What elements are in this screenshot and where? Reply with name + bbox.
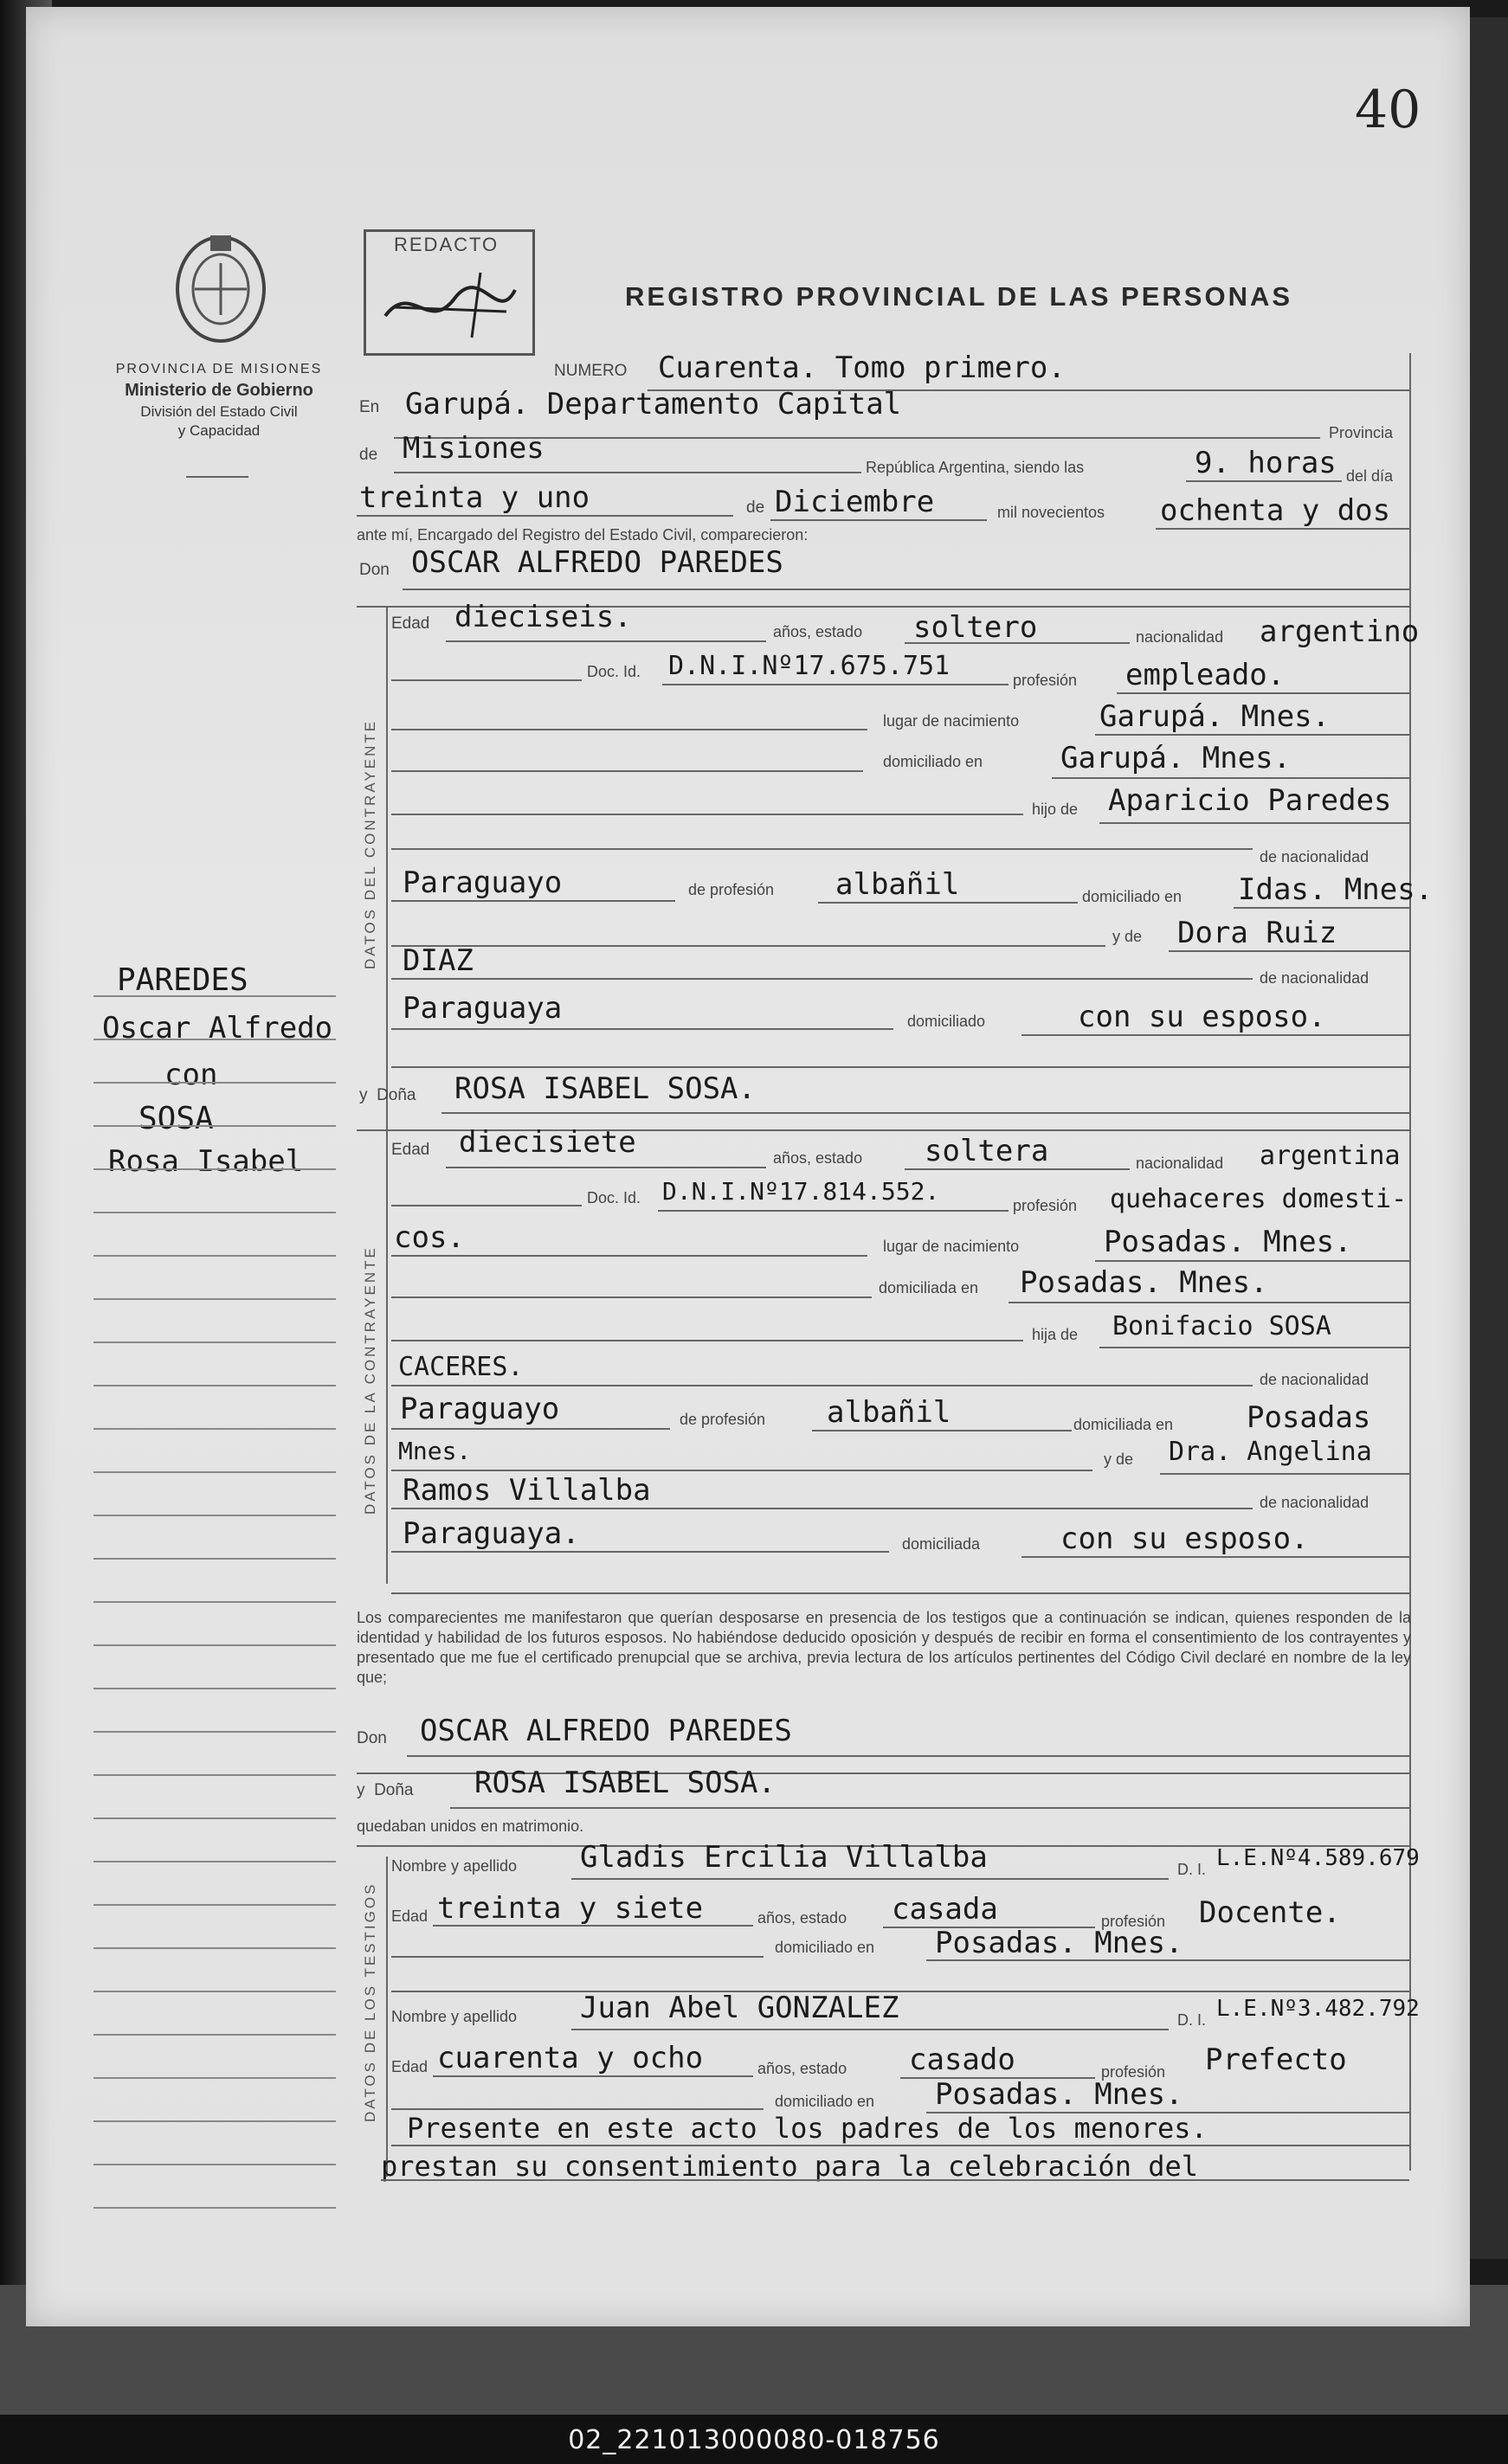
label-domiciliado-1b: domiciliado: [907, 1013, 986, 1030]
value-madre-dom-1: con su esposo.: [1078, 1000, 1326, 1034]
label-doc-2: Doc. Id.: [587, 1189, 641, 1206]
line-madre-nac-1: [391, 1028, 893, 1030]
line-anio: [1156, 528, 1409, 530]
value-domicilio-t2: Posadas. Mnes.: [935, 2077, 1183, 2112]
section-label-contrayente-2: DATOS DE LA CONTRAYENTE: [362, 1245, 378, 1515]
value-di-t2: L.E.Nº3.482.792: [1216, 1996, 1420, 2022]
value-estado-1: soltero: [913, 610, 1038, 645]
line-dom-pre-2: [391, 1296, 872, 1298]
label-domiciliada-2b: domiciliada: [902, 1535, 981, 1553]
label-estado-t1: años, estado: [757, 1909, 847, 1927]
line-lugar-2: [1095, 1260, 1409, 1262]
value-padre-dom-2: Posadas: [1247, 1400, 1371, 1435]
line-padre-dom-1: [1234, 907, 1409, 909]
value-padre-dom2-2: Mnes.: [398, 1437, 472, 1465]
ministry-province: PROVINCIA DE MISIONES: [115, 362, 323, 376]
line-hija-de: [1099, 1347, 1409, 1348]
line-provincia: [394, 472, 861, 473]
line-mes: [770, 519, 987, 521]
margin-surname-groom: PAREDES: [117, 962, 248, 998]
label-estado-1: años, estado: [773, 623, 863, 640]
value-madre-nac-2: Paraguaya.: [403, 1516, 580, 1551]
margin-rule: [93, 1255, 336, 1257]
value-nacionalidad-2: argentina: [1260, 1141, 1401, 1171]
value-profesion-t1: Docente.: [1199, 1895, 1341, 1930]
value-padre-prof-2: albañil: [827, 1395, 951, 1430]
ministry-underline: [186, 476, 248, 478]
line-note-2: [381, 2179, 1409, 2181]
value-lugar-2: Posadas. Mnes.: [1104, 1225, 1352, 1259]
value-madre-1: Dora Ruiz: [1177, 916, 1337, 950]
value-madre-dom-2: con su esposo.: [1060, 1522, 1309, 1556]
label-doc-1: Doc. Id.: [587, 663, 641, 680]
value-don-final: OSCAR ALFREDO PAREDES: [420, 1714, 792, 1748]
label-de-nacionalidad-2: de nacionalidad: [1260, 1371, 1369, 1388]
line-dia: [357, 515, 733, 517]
label-estado-2: años, estado: [773, 1149, 863, 1167]
margin-rule: [93, 1298, 336, 1300]
line-domicilio-1: [1052, 777, 1409, 779]
line-padre-extra-1: [391, 848, 1253, 850]
line-doc-1: [662, 684, 1009, 685]
margin-name-bride: Rosa Isabel: [108, 1144, 304, 1179]
line-hijo-de: [1099, 822, 1409, 824]
line-madre-2: [1160, 1473, 1409, 1475]
label-di-t2: D. I.: [1177, 2011, 1207, 2029]
ministry-capacity: y Capacidad: [177, 422, 261, 439]
margin-rule: [93, 1558, 336, 1560]
value-padre-nac-1: Paraguayo: [403, 865, 563, 900]
line-madre-dom-1: [1021, 1034, 1409, 1036]
value-edad-t1: treinta y siete: [437, 1891, 704, 1926]
value-estado-2: soltera: [925, 1134, 1049, 1168]
value-numero: Cuarenta. Tomo primero.: [658, 351, 1066, 385]
margin-rule: [93, 1644, 336, 1646]
register-title: REGISTRO PROVINCIAL DE LAS PERSONAS: [625, 281, 1293, 312]
value-edad-t2: cuarenta y ocho: [437, 2041, 704, 2075]
label-domiciliado-1: domiciliado en: [1082, 888, 1183, 905]
note-line-2: prestan su consentimiento para la celebración del: [381, 2150, 1199, 2183]
value-mes: Diciembre: [775, 485, 935, 519]
label-profesion-t1: profesión: [1101, 1913, 1166, 1930]
coat-of-arms-seal-icon: [169, 227, 273, 348]
line-dom-pre-t1: [391, 1956, 764, 1958]
label-don: Don: [359, 561, 390, 579]
value-doc-1: D.N.I.Nº17.675.751: [668, 651, 951, 681]
margin-rule: [93, 1341, 336, 1343]
value-domicilio-t1: Posadas. Mnes.: [935, 1926, 1183, 1960]
label-profesion-2: profesión: [1013, 1197, 1078, 1214]
margin-rule: [93, 1817, 336, 1819]
label-dona: Doña: [377, 1086, 416, 1104]
declaration-paragraph: Los comparecientes me manifestaron que querían desposarse en presencia de los testigos que a continuación se indican, quienes responden de la identidad y habilidad de los futuros esposos. No habiéndose deducido oposición y después de recibir en forma el consentimiento de los contrayentes y presentado que me fue el certificado prenupcial que se archiva, previa lectura de los artículos pertinentes del Código Civil declaré en nombre de la ley que;: [357, 1609, 1411, 1686]
margin-rule: [93, 1515, 336, 1516]
line-dona: [441, 1112, 1409, 1114]
label-quedaban: quedaban unidos en matrimonio.: [357, 1817, 584, 1835]
line-don: [403, 589, 1409, 590]
line-end-t1: [391, 1991, 1409, 1992]
line-edad-2: [446, 1167, 766, 1168]
frame-witness-rule: [386, 1856, 388, 2177]
line-madre-nac-2: [391, 1551, 889, 1553]
label-y-de-2: y de: [1104, 1451, 1134, 1468]
margin-rule: [93, 2077, 336, 2079]
label-edad-2: Edad: [391, 1141, 430, 1159]
line-don-final: [407, 1755, 1409, 1757]
value-domicilio-2: Posadas. Mnes.: [1020, 1265, 1268, 1300]
line-madre2-1: [391, 978, 1253, 980]
line-end-contrayente-2: [391, 1592, 1409, 1594]
label-hijo-de: hijo de: [1032, 801, 1079, 818]
label-y-final: y: [357, 1781, 365, 1799]
value-edad-1: dieciseis.: [454, 600, 632, 634]
label-de-nacionalidad-2b: de nacionalidad: [1260, 1494, 1369, 1511]
value-dia: treinta y uno: [359, 480, 590, 515]
value-provincia: Misiones: [403, 431, 545, 466]
line-profesion-1: [1117, 692, 1409, 694]
value-lugar-1: Garupá. Mnes.: [1099, 699, 1331, 734]
margin-rule: [93, 1471, 336, 1473]
label-republica: República Argentina, siendo las: [866, 459, 1085, 476]
margin-rule: [93, 1861, 336, 1862]
label-y-dona-final: [357, 1781, 413, 1800]
margin-rule: [93, 1991, 336, 1992]
line-doc-pre-2: [391, 1205, 582, 1206]
line-padre-nac-2: [391, 1428, 670, 1430]
line-madre-pre-1: [391, 945, 1105, 947]
margin-rule: [93, 1688, 336, 1689]
value-profesion-t2: Prefecto: [1205, 2043, 1347, 2077]
line-doc-pre-1: [391, 679, 582, 681]
line-estado-2: [905, 1168, 1130, 1170]
value-profesion2-2: cos.: [394, 1220, 465, 1255]
value-don: OSCAR ALFREDO PAREDES: [411, 545, 783, 580]
line-end-contrayente: [391, 1066, 1409, 1068]
value-padre-dom-1: Idas. Mnes.: [1238, 872, 1434, 907]
image-id-caption: 02_221013000080-018756: [568, 2425, 940, 2455]
label-de-nacionalidad-1b: de nacionalidad: [1260, 969, 1369, 987]
line-horas: [1186, 480, 1342, 482]
label-de-nacionalidad-1: de nacionalidad: [1260, 848, 1369, 865]
margin-rule: [93, 1212, 336, 1213]
margin-rule: [93, 1039, 336, 1040]
line-hija-pre-2: [391, 1340, 1023, 1341]
label-en: En: [359, 398, 380, 416]
line-padre-prof-1: [818, 902, 1078, 904]
margin-rule: [93, 1731, 336, 1733]
label-domicilio-t2: domiciliado en: [775, 2093, 875, 2110]
label-don-final: Don: [357, 1729, 387, 1747]
line-hijo-pre-1: [391, 814, 1023, 815]
label-edad-t1: Edad: [391, 1908, 429, 1925]
value-domicilio-1: Garupá. Mnes.: [1060, 741, 1292, 775]
value-dona-final: ROSA ISABEL SOSA.: [474, 1766, 776, 1800]
value-padre-prof-1: albañil: [835, 867, 960, 902]
line-domicilio-t1: [926, 1959, 1409, 1961]
value-padre-nac-2: Paraguayo: [400, 1392, 560, 1426]
line-madre-1: [1169, 950, 1409, 952]
margin-rule: [93, 2034, 336, 2036]
section-label-contrayente: DATOS DEL CONTRAYENTE: [362, 718, 378, 969]
label-nacionalidad-2: nacionalidad: [1136, 1155, 1224, 1172]
line-edad-1: [446, 640, 766, 642]
margin-surname-bride: SOSA: [139, 1101, 214, 1136]
label-provincia: Provincia: [1329, 424, 1394, 441]
label-lugar-2: lugar de nacimiento: [883, 1238, 1020, 1255]
line-lugar-pre-1: [391, 729, 867, 730]
line-lugar-1: [1095, 734, 1409, 736]
margin-rule: [93, 1082, 336, 1084]
value-padre2-2: CACERES.: [398, 1352, 524, 1382]
line-estado-1: [905, 642, 1130, 644]
redacto-signature-icon: [377, 264, 524, 346]
label-dona-final: Doña: [374, 1781, 414, 1799]
value-dona: ROSA ISABEL SOSA.: [454, 1071, 756, 1106]
value-profesion-1: empleado.: [1125, 658, 1286, 692]
value-estado-t2: casado: [909, 2043, 1015, 2077]
value-nacionalidad-1: argentino: [1260, 614, 1420, 649]
page-number: 40: [1355, 80, 1421, 140]
value-nombre-t1: Gladis Ercilia Villalba: [580, 1840, 988, 1875]
margin-rule: [93, 1428, 336, 1430]
margin-rule: [93, 1385, 336, 1386]
line-madre-dom-2: [1021, 1556, 1409, 1558]
label-domicilio-1: domiciliado en: [883, 753, 983, 770]
label-del-dia: del día: [1346, 467, 1394, 485]
label-y: y: [359, 1086, 368, 1104]
value-profesion-2: quehaceres domesti-: [1110, 1184, 1408, 1214]
margin-rule: [93, 1774, 336, 1776]
label-de: de: [359, 446, 378, 464]
label-numero: NUMERO: [554, 362, 628, 380]
margin-rule: [93, 1168, 336, 1170]
book-right-edge: [1470, 17, 1508, 2259]
value-madre2-1: DIAZ: [403, 943, 474, 978]
margin-rule: [93, 2207, 336, 2209]
line-edad-t2: [433, 2075, 753, 2077]
margin-rule: [93, 1125, 336, 1127]
redacto-label: REDACTO: [394, 234, 499, 255]
value-madre2-2: Ramos Villalba: [403, 1473, 651, 1508]
value-di-t1: L.E.Nº4.589.679: [1216, 1845, 1420, 1871]
value-hijo-de: Aparicio Paredes: [1108, 783, 1392, 818]
line-padre-extra-2: [391, 1385, 1253, 1386]
line-madre-pre-2: [391, 1470, 1092, 1471]
line-nombre-t1: [571, 1878, 1169, 1880]
label-edad-1: Edad: [391, 614, 430, 633]
margin-rule: [93, 995, 336, 997]
margin-rule: [93, 1904, 336, 1906]
label-domicilio-t1: domiciliado en: [775, 1939, 875, 1956]
label-domiciliada-2: domiciliada en: [1073, 1416, 1174, 1433]
label-y-dona: [359, 1086, 416, 1105]
label-de-mes: de: [746, 499, 765, 517]
label-nombre-t1: Nombre y apellido: [391, 1857, 518, 1875]
margin-name-groom: Oscar Alfredo: [102, 1011, 333, 1045]
value-en: Garupá. Departamento Capital: [405, 387, 902, 421]
line-padre-nac-1: [391, 900, 675, 902]
label-de-profesion-2: de profesión: [680, 1411, 766, 1428]
note-line-1: Presente en este acto los padres de los menores.: [407, 2112, 1208, 2145]
line-lugar-pre-2: [391, 1255, 867, 1257]
line-edad-t1: [433, 1925, 753, 1927]
label-mil-novecientos: mil novecientos: [997, 504, 1105, 521]
label-nombre-t2: Nombre y apellido: [391, 2008, 518, 2025]
label-de-profesion-1: de profesión: [688, 881, 775, 898]
ministry-name: Ministerio de Gobierno: [125, 381, 313, 400]
label-di-t1: D. I.: [1177, 1861, 1207, 1878]
value-horas: 9. horas: [1195, 446, 1337, 480]
line-doc-2: [658, 1210, 1009, 1212]
label-lugar-1: lugar de nacimiento: [883, 712, 1020, 730]
label-y-de-1: y de: [1112, 928, 1143, 945]
label-ante-mi: ante mí, Encargado del Registro del Estado Civil, comparecieron:: [357, 526, 809, 544]
label-edad-t2: Edad: [391, 2058, 429, 2075]
line-nombre-t2: [571, 2029, 1169, 2030]
label-profesion-1: profesión: [1013, 672, 1078, 689]
label-nacionalidad-1: nacionalidad: [1136, 628, 1224, 646]
margin-rule: [93, 2120, 336, 2122]
label-hija-de: hija de: [1032, 1326, 1079, 1343]
value-madre-nac-1: Paraguaya: [403, 991, 563, 1026]
line-domicilio-2: [1009, 1302, 1409, 1303]
value-madre-2: Dra. Angelina: [1169, 1437, 1372, 1467]
value-doc-2: D.N.I.Nº17.814.552.: [662, 1177, 940, 1206]
margin-con: con: [164, 1058, 218, 1092]
line-note-1: [391, 2145, 1409, 2146]
line-dona-final: [450, 1807, 1409, 1809]
line-padre-prof-2: [812, 1430, 1072, 1431]
ministry-division: División del Estado Civil: [140, 403, 298, 420]
line-dom-pre-1: [391, 770, 863, 772]
label-profesion-t2: profesión: [1101, 2063, 1166, 2081]
section-label-testigos: DATOS DE LOS TESTIGOS: [362, 1882, 378, 2122]
margin-rule: [93, 2164, 336, 2165]
line-madre2-2: [391, 1508, 1253, 1509]
label-domicilio-2: domiciliada en: [879, 1279, 979, 1296]
margin-rule: [93, 1601, 336, 1603]
value-edad-2: diecisiete: [459, 1125, 636, 1160]
value-nombre-t2: Juan Abel GONZALEZ: [580, 1991, 899, 2025]
margin-rule: [93, 1947, 336, 1949]
value-hija-de: Bonifacio SOSA: [1112, 1311, 1331, 1341]
label-estado-t2: años, estado: [757, 2060, 847, 2077]
value-anio: ochenta y dos: [1160, 493, 1391, 528]
value-estado-t1: casada: [892, 1892, 998, 1927]
line-dom-pre-t2: [391, 2108, 764, 2110]
